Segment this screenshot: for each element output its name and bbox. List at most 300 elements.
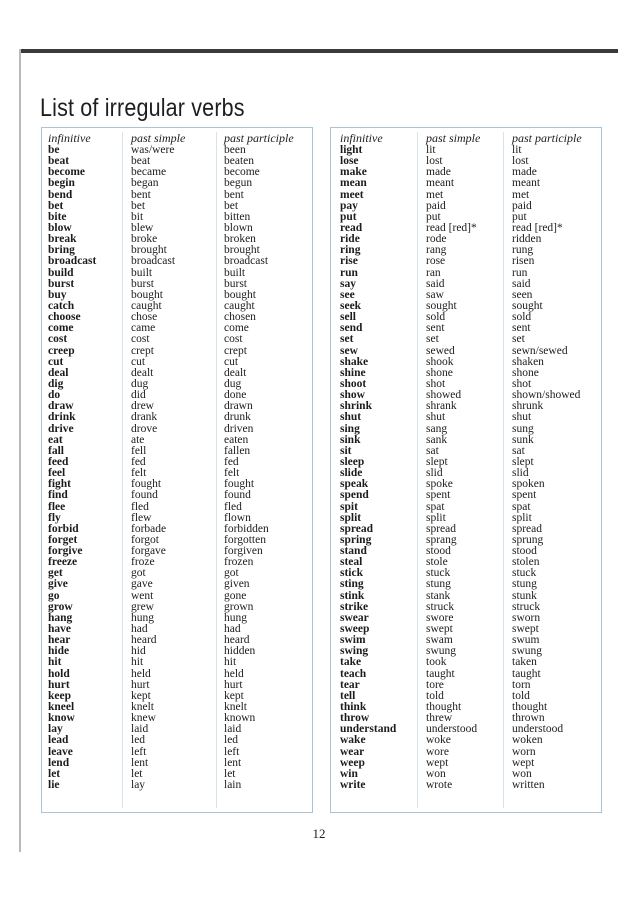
table-cell: risen bbox=[512, 255, 535, 268]
table-cell: drank bbox=[131, 411, 158, 424]
table-cell: brought bbox=[224, 244, 260, 257]
table-cell: sweep bbox=[340, 623, 370, 636]
table-cell: hurt bbox=[48, 678, 70, 691]
table-cell: shrank bbox=[426, 400, 457, 413]
table-cell: rode bbox=[426, 233, 447, 246]
table-cell: sold bbox=[426, 311, 446, 324]
table-cell: tell bbox=[340, 689, 356, 702]
table-cell: become bbox=[48, 166, 86, 179]
table-cell: broadcast bbox=[131, 255, 176, 268]
table-cell: shone bbox=[512, 366, 539, 379]
table-cell: known bbox=[224, 712, 256, 725]
table-cell: flew bbox=[131, 511, 152, 524]
column-divider bbox=[417, 132, 418, 808]
table-cell: spent bbox=[426, 489, 451, 502]
table-cell: laid bbox=[224, 723, 242, 736]
table-cell: threw bbox=[426, 712, 453, 725]
table-cell: dig bbox=[48, 377, 64, 390]
table-cell: put bbox=[340, 210, 357, 223]
table-cell: speak bbox=[340, 478, 369, 491]
table-cell: beat bbox=[131, 155, 151, 168]
table-cell: ran bbox=[426, 266, 441, 279]
table-cell: win bbox=[340, 767, 358, 780]
table-cell: keep bbox=[48, 689, 71, 702]
table-cell: gone bbox=[224, 589, 247, 602]
table-cell: seen bbox=[512, 288, 533, 301]
table-cell: swim bbox=[340, 634, 366, 647]
table-cell: meant bbox=[512, 177, 541, 190]
table-cell: cost bbox=[48, 333, 68, 346]
table-cell: lie bbox=[48, 779, 60, 792]
table-cell: creep bbox=[48, 344, 75, 357]
table-cell: bent bbox=[131, 188, 151, 201]
table-cell: hit bbox=[48, 656, 62, 669]
table-cell: got bbox=[131, 567, 146, 580]
table-cell: sat bbox=[426, 444, 439, 457]
table-cell: dealt bbox=[131, 366, 154, 379]
table-cell: came bbox=[131, 322, 156, 335]
table-cell: become bbox=[224, 166, 260, 179]
table-cell: begin bbox=[48, 177, 75, 190]
table-cell: sleep bbox=[340, 455, 365, 468]
table-cell: meant bbox=[426, 177, 455, 190]
table-cell: sit bbox=[340, 444, 352, 457]
table-cell: catch bbox=[48, 299, 75, 312]
past-simple-list bbox=[131, 145, 175, 791]
table-cell: spat bbox=[512, 500, 531, 513]
table-cell: done bbox=[224, 389, 247, 402]
table-cell: brought bbox=[131, 244, 167, 257]
table-cell: thought bbox=[426, 701, 462, 714]
infinitive-list bbox=[340, 145, 396, 791]
table-cell: hidden bbox=[224, 645, 256, 658]
table-cell: lost bbox=[426, 155, 443, 168]
table-cell: wake bbox=[340, 734, 366, 747]
table-cell: drink bbox=[48, 411, 76, 424]
table-cell: split bbox=[512, 511, 532, 524]
table-cell: dug bbox=[131, 377, 149, 390]
table-cell: fight bbox=[48, 478, 71, 491]
table-cell: shrunk bbox=[512, 400, 544, 413]
table-cell: cut bbox=[131, 355, 146, 368]
table-cell: worn bbox=[512, 745, 536, 758]
table-cell: fled bbox=[224, 500, 242, 513]
table-cell: burst bbox=[224, 277, 247, 290]
table-cell: blown bbox=[224, 221, 253, 234]
table-cell: swam bbox=[426, 634, 453, 647]
table-cell: took bbox=[426, 656, 447, 669]
table-cell: shoot bbox=[340, 377, 367, 390]
table-cell: rung bbox=[512, 244, 534, 257]
table-cell: let bbox=[131, 767, 143, 780]
table-cell: got bbox=[224, 567, 239, 580]
table-cell: won bbox=[512, 767, 532, 780]
table-cell: shot bbox=[512, 377, 532, 390]
table-cell: lain bbox=[224, 779, 242, 792]
table-cell: sing bbox=[340, 422, 360, 435]
table-cell: drive bbox=[48, 422, 74, 435]
table-cell: found bbox=[224, 489, 251, 502]
table-cell: hang bbox=[48, 611, 73, 624]
table-cell: froze bbox=[131, 556, 155, 569]
table-cell: run bbox=[512, 266, 528, 279]
table-cell: fallen bbox=[224, 444, 251, 457]
table-cell: felt bbox=[131, 467, 147, 480]
table-cell: split bbox=[340, 511, 362, 524]
table-cell: slept bbox=[426, 455, 448, 468]
table-cell: forbid bbox=[48, 522, 79, 535]
table-cell: grow bbox=[48, 600, 73, 613]
table-cell: break bbox=[48, 233, 77, 246]
table-cell: did bbox=[131, 389, 146, 402]
table-cell: split bbox=[426, 511, 446, 524]
page-title: List of irregular verbs bbox=[40, 94, 245, 122]
table-cell: torn bbox=[512, 678, 531, 691]
table-cell: read bbox=[340, 221, 363, 234]
table-cell: wore bbox=[426, 745, 449, 758]
table-cell: have bbox=[48, 623, 71, 636]
table-cell: flown bbox=[224, 511, 251, 524]
table-cell: eaten bbox=[224, 433, 249, 446]
table-cell: lost bbox=[512, 155, 529, 168]
table-cell: sting bbox=[340, 578, 364, 591]
table-cell: been bbox=[224, 144, 246, 156]
table-cell: eat bbox=[48, 433, 63, 446]
table-cell: told bbox=[512, 689, 530, 702]
table-cell: broken bbox=[224, 233, 256, 246]
table-cell: spread bbox=[340, 522, 374, 535]
table-cell: find bbox=[48, 489, 68, 502]
table-cell: driven bbox=[224, 422, 254, 435]
table-cell: met bbox=[512, 188, 530, 201]
table-cell: write bbox=[340, 779, 366, 792]
table-cell: heard bbox=[131, 634, 157, 647]
table-cell: spread bbox=[512, 522, 543, 535]
past-participle-list bbox=[512, 145, 580, 791]
table-cell: kept bbox=[224, 689, 244, 702]
table-cell: shrink bbox=[340, 400, 372, 413]
table-cell: know bbox=[48, 712, 75, 725]
table-cell: stick bbox=[340, 567, 363, 580]
table-cell: shut bbox=[340, 411, 362, 424]
table-cell: said bbox=[512, 277, 531, 290]
table-cell: spat bbox=[426, 500, 445, 513]
table-cell: slept bbox=[512, 455, 534, 468]
table-cell: flee bbox=[48, 500, 66, 513]
table-cell: bring bbox=[48, 244, 75, 257]
table-cell: frozen bbox=[224, 556, 254, 569]
table-cell: caught bbox=[131, 299, 162, 312]
table-cell: swung bbox=[426, 645, 457, 658]
past-participle-header: past participle bbox=[224, 131, 294, 145]
table-cell: sold bbox=[512, 311, 532, 324]
table-cell: wear bbox=[340, 745, 365, 758]
table-cell: show bbox=[340, 389, 365, 402]
column-divider bbox=[216, 132, 217, 808]
table-cell: dug bbox=[224, 377, 242, 390]
table-cell: strike bbox=[340, 600, 369, 613]
table-cell: paid bbox=[512, 199, 532, 212]
table-cell: chose bbox=[131, 311, 158, 324]
table-cell: dealt bbox=[224, 366, 247, 379]
table-cell: fly bbox=[48, 511, 61, 524]
table-cell: hid bbox=[131, 645, 146, 658]
table-cell: teach bbox=[340, 667, 367, 680]
table-cell: ring bbox=[340, 244, 361, 257]
table-cell: understood bbox=[426, 723, 478, 736]
table-cell: pay bbox=[340, 199, 358, 212]
table-cell: come bbox=[48, 322, 74, 335]
table-cell: won bbox=[426, 767, 446, 780]
table-cell: sang bbox=[426, 422, 448, 435]
table-cell: read [red]* bbox=[426, 221, 477, 234]
table-cell: send bbox=[340, 322, 363, 335]
table-cell: crept bbox=[224, 344, 247, 357]
table-cell: sank bbox=[426, 433, 448, 446]
table-cell: set bbox=[426, 333, 439, 346]
table-cell: fled bbox=[131, 500, 149, 513]
table-cell: went bbox=[131, 589, 154, 602]
table-cell: lose bbox=[340, 155, 359, 168]
table-cell: stink bbox=[340, 589, 365, 602]
table-cell: began bbox=[131, 177, 159, 190]
table-cell: slide bbox=[340, 467, 363, 480]
table-cell: stood bbox=[426, 545, 451, 558]
table-cell: taken bbox=[512, 656, 537, 669]
table-cell: run bbox=[340, 266, 358, 279]
table-cell: thought bbox=[512, 701, 548, 714]
table-cell: let bbox=[224, 767, 236, 780]
table-cell: draw bbox=[48, 400, 74, 413]
table-cell: mean bbox=[340, 177, 367, 190]
table-cell: see bbox=[340, 288, 355, 301]
table-cell: drunk bbox=[224, 411, 251, 424]
table-cell: knew bbox=[131, 712, 156, 725]
table-cell: stood bbox=[512, 545, 537, 558]
table-cell: stung bbox=[512, 578, 537, 591]
table-cell: spoke bbox=[426, 478, 453, 491]
table-cell: sung bbox=[512, 422, 534, 435]
table-cell: swing bbox=[340, 645, 369, 658]
table-cell: sell bbox=[340, 311, 356, 324]
table-cell: freeze bbox=[48, 556, 78, 569]
table-cell: hit bbox=[224, 656, 237, 669]
table-cell: put bbox=[426, 210, 441, 223]
table-cell: bend bbox=[48, 188, 73, 201]
table-cell: told bbox=[426, 689, 444, 702]
table-cell: let bbox=[48, 767, 61, 780]
table-cell: cost bbox=[224, 333, 243, 346]
table-cell: blow bbox=[48, 221, 72, 234]
table-cell: broadcast bbox=[224, 255, 269, 268]
table-cell: wrote bbox=[426, 779, 453, 792]
table-cell: spend bbox=[340, 489, 369, 502]
table-cell: stand bbox=[340, 545, 367, 558]
table-cell: fought bbox=[131, 478, 162, 491]
table-cell: stank bbox=[426, 589, 451, 602]
table-cell: make bbox=[340, 166, 367, 179]
table-cell: taught bbox=[426, 667, 455, 680]
table-cell: stuck bbox=[426, 567, 451, 580]
table-cell: begun bbox=[224, 177, 253, 190]
table-cell: hung bbox=[224, 611, 247, 624]
table-cell: shine bbox=[340, 366, 366, 379]
table-cell: hurt bbox=[131, 678, 150, 691]
table-cell: bit bbox=[131, 210, 144, 223]
table-cell: built bbox=[131, 266, 153, 279]
table-cell: forgave bbox=[131, 545, 166, 558]
table-cell: read [red]* bbox=[512, 221, 563, 234]
table-cell: had bbox=[131, 623, 148, 636]
top-rule bbox=[20, 49, 618, 53]
table-cell: light bbox=[340, 144, 363, 156]
table-cell: shut bbox=[426, 411, 446, 424]
table-cell: showed bbox=[426, 389, 462, 402]
table-cell: think bbox=[340, 701, 367, 714]
table-cell: throw bbox=[340, 712, 370, 725]
table-cell: woken bbox=[512, 734, 543, 747]
table-cell: bite bbox=[48, 210, 67, 223]
table-cell: hear bbox=[48, 634, 71, 647]
table-cell: shook bbox=[426, 355, 454, 368]
table-cell: do bbox=[48, 389, 61, 402]
table-cell: put bbox=[512, 210, 527, 223]
table-cell: left bbox=[131, 745, 147, 758]
table-cell: lit bbox=[512, 144, 522, 156]
table-cell: set bbox=[340, 333, 354, 346]
table-cell: stole bbox=[426, 556, 448, 569]
table-cell: understand bbox=[340, 723, 397, 736]
table-cell: sent bbox=[426, 322, 445, 335]
table-cell: lead bbox=[48, 734, 69, 747]
table-cell: left bbox=[224, 745, 240, 758]
table-cell: sent bbox=[512, 322, 531, 335]
table-cell: stunk bbox=[512, 589, 537, 602]
table-cell: cut bbox=[48, 355, 64, 368]
past-participle-header: past participle bbox=[512, 131, 582, 145]
table-cell: feed bbox=[48, 455, 69, 468]
table-cell: shake bbox=[340, 355, 369, 368]
table-cell: stung bbox=[426, 578, 451, 591]
table-cell: seek bbox=[340, 299, 362, 312]
table-cell: spent bbox=[512, 489, 537, 502]
table-cell: cost bbox=[131, 333, 150, 346]
table-cell: bent bbox=[224, 188, 244, 201]
table-cell: spring bbox=[340, 533, 372, 546]
table-cell: tear bbox=[340, 678, 360, 691]
table-cell: understood bbox=[512, 723, 564, 736]
table-cell: shone bbox=[426, 366, 453, 379]
table-cell: led bbox=[224, 734, 239, 747]
table-cell: grew bbox=[131, 600, 154, 613]
table-cell: broke bbox=[131, 233, 158, 246]
table-cell: swung bbox=[512, 645, 543, 658]
table-cell: build bbox=[48, 266, 74, 279]
table-cell: slid bbox=[512, 467, 529, 480]
column-divider bbox=[503, 132, 504, 808]
table-cell: sew bbox=[340, 344, 358, 357]
table-cell: weep bbox=[340, 756, 365, 769]
past-simple-list bbox=[426, 145, 477, 791]
table-cell: swept bbox=[512, 623, 539, 636]
table-cell: rise bbox=[340, 255, 358, 268]
table-cell: lay bbox=[48, 723, 63, 736]
table-cell: had bbox=[224, 623, 241, 636]
table-cell: said bbox=[426, 277, 445, 290]
table-cell: laid bbox=[131, 723, 149, 736]
table-cell: rang bbox=[426, 244, 447, 257]
table-cell: taught bbox=[512, 667, 541, 680]
table-cell: cut bbox=[224, 355, 239, 368]
table-cell: hit bbox=[131, 656, 144, 669]
table-cell: kept bbox=[131, 689, 151, 702]
table-cell: set bbox=[512, 333, 525, 346]
table-cell: shown/showed bbox=[512, 389, 581, 402]
verb-table-right bbox=[330, 127, 602, 813]
left-margin-rule bbox=[19, 49, 21, 852]
table-cell: was/were bbox=[131, 144, 175, 156]
table-cell: bet bbox=[131, 199, 146, 212]
table-cell: drew bbox=[131, 400, 154, 413]
table-cell: forgive bbox=[48, 545, 83, 558]
table-cell: deal bbox=[48, 366, 69, 379]
table-cell: chosen bbox=[224, 311, 256, 324]
table-cell: bought bbox=[131, 288, 163, 301]
table-cell: bought bbox=[224, 288, 256, 301]
column-divider bbox=[122, 132, 123, 808]
table-cell: spoken bbox=[512, 478, 545, 491]
table-cell: sewed bbox=[426, 344, 455, 357]
past-simple-header: past simple bbox=[131, 131, 186, 145]
table-cell: held bbox=[131, 667, 151, 680]
table-cell: held bbox=[224, 667, 244, 680]
table-cell: get bbox=[48, 567, 63, 580]
table-cell: given bbox=[224, 578, 250, 591]
table-cell: hung bbox=[131, 611, 154, 624]
table-cell: built bbox=[224, 266, 246, 279]
table-cell: forget bbox=[48, 533, 78, 546]
table-cell: sat bbox=[512, 444, 525, 457]
table-cell: buy bbox=[48, 288, 67, 301]
table-cell: forgotten bbox=[224, 533, 266, 546]
table-cell: grown bbox=[224, 600, 254, 613]
table-cell: swore bbox=[426, 611, 454, 624]
table-cell: lend bbox=[48, 756, 70, 769]
table-cell: stolen bbox=[512, 556, 540, 569]
table-cell: knelt bbox=[131, 701, 154, 714]
table-cell: lay bbox=[131, 779, 146, 792]
past-simple-header: past simple bbox=[426, 131, 481, 145]
table-cell: fell bbox=[131, 444, 147, 457]
table-cell: wept bbox=[426, 756, 449, 769]
table-cell: forgot bbox=[131, 533, 159, 546]
table-cell: feel bbox=[48, 467, 66, 480]
table-cell: sought bbox=[512, 299, 543, 312]
table-cell: wept bbox=[512, 756, 535, 769]
table-cell: paid bbox=[426, 199, 446, 212]
table-cell: written bbox=[512, 779, 545, 792]
table-cell: blew bbox=[131, 221, 154, 234]
table-cell: choose bbox=[48, 311, 81, 324]
page-number: 12 bbox=[312, 826, 326, 841]
table-cell: sprang bbox=[426, 533, 457, 546]
table-cell: made bbox=[512, 166, 537, 179]
table-cell: hide bbox=[48, 645, 70, 658]
table-cell: hurt bbox=[224, 678, 243, 691]
table-cell: knelt bbox=[224, 701, 247, 714]
table-cell: kneel bbox=[48, 701, 75, 714]
table-cell: broadcast bbox=[48, 255, 97, 268]
